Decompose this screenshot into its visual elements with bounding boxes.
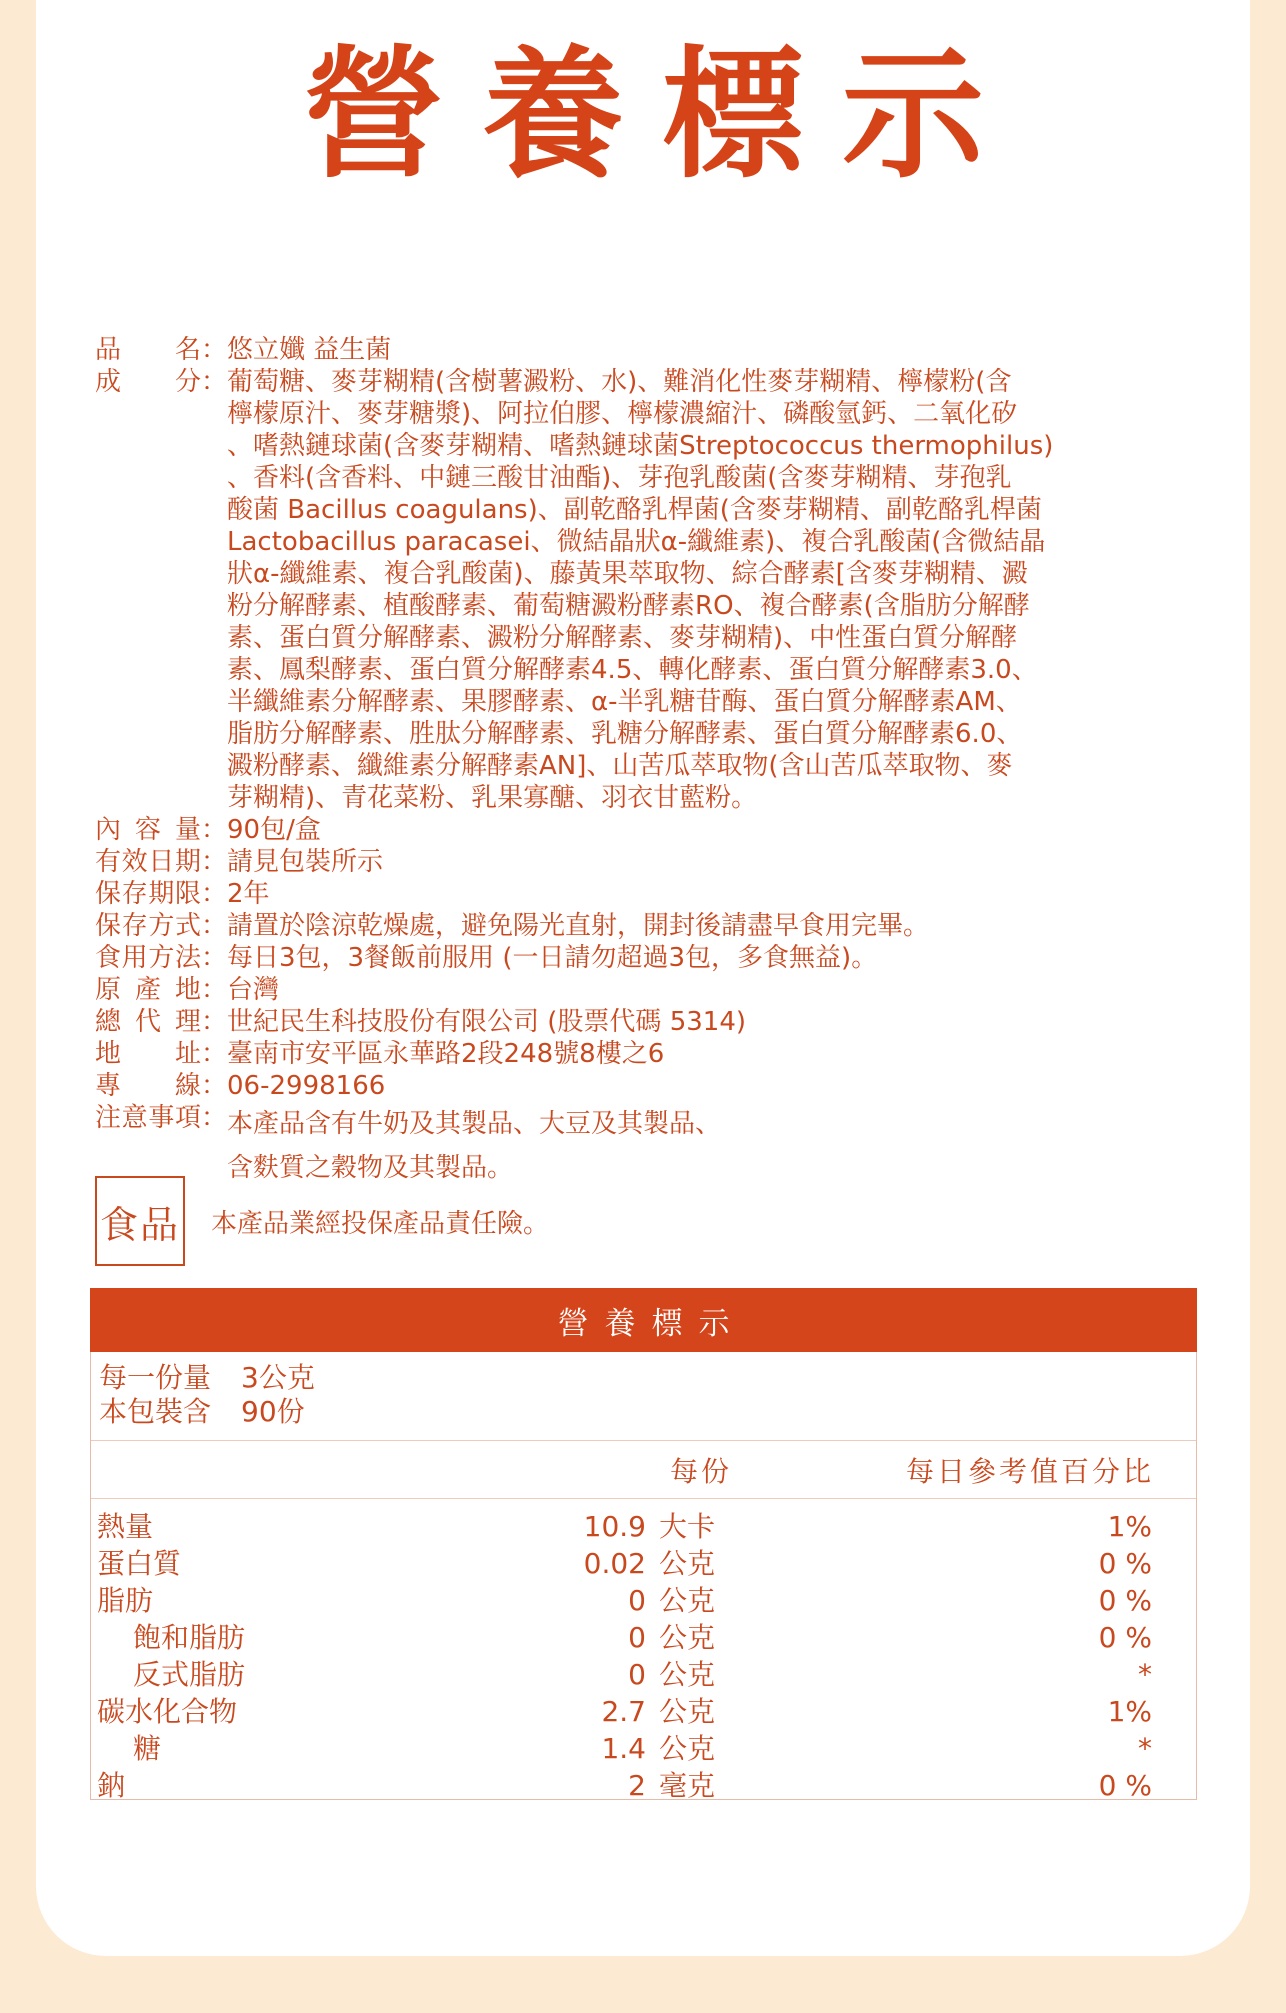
field-label: 原產地 [95,975,201,1005]
field-value: 請置於陰涼乾燥處，避免陽光直射，開封後請盡早食用完畢。 [227,911,930,941]
serving-size-row [99,1361,1196,1395]
info-row-product-name [95,334,1125,366]
field-colon: ： [201,1103,228,1133]
field-label: 保存方式 [95,911,201,941]
field-colon: ： [201,1039,228,1069]
nutrient-name: 反式脂肪 [133,1658,246,1691]
servings-per-pack-row [99,1395,1196,1429]
nutrient-daily-value: 0 % [1098,1621,1152,1654]
daily-value-header: 每日參考值百分比 [905,1454,1154,1488]
field-value: 臺南市安平區永華路2段248號8樓之6 [227,1039,665,1069]
field-value: 世紀民生科技股份有限公司 (股票代碼 5314) [227,1007,747,1037]
nutrient-name: 熱量 [97,1510,154,1543]
field-colon: ： [201,1071,228,1101]
field-label: 內容量 [95,815,201,845]
ingredients-line: 檸檬原汁、麥芽糖漿)、阿拉伯膠、檸檬濃縮汁、磷酸氫鈣、二氧化矽 [227,399,1018,429]
ingredients-line: 酸菌 Bacillus coagulans)、副乾酪乳桿菌(含麥芽糊精、副乾酪乳桿菌 [227,495,1042,525]
field-label: 品名 [95,335,201,365]
info-row-origin [95,974,1125,1006]
field-label: 成分 [95,367,201,397]
nutrition-header-row [91,1441,1196,1498]
ingredients-line: 、香料(含香料、中鏈三酸甘油酯)、芽孢乳酸菌(含麥芽糊精、芽孢乳 [227,463,1012,493]
nutrient-amount: 2.7 [601,1695,646,1728]
servings-label: 本包裝含 [99,1395,212,1428]
nutrition-table-body [90,1352,1197,1800]
nutrition-row-protein [91,1545,1196,1582]
field-label: 地址 [95,1039,201,1069]
servings-value: 90份 [241,1395,305,1428]
nutrient-daily-value: 1% [1107,1510,1152,1543]
nutrition-row-sugar [91,1730,1196,1767]
field-label: 食用方法 [95,943,201,973]
nutrient-name: 飽和脂肪 [133,1621,246,1654]
nutrition-row-carbohydrate [91,1693,1196,1730]
field-value: 2年 [227,879,270,909]
nutrient-unit: 大卡 [659,1510,716,1543]
field-value: 90包/盒 [227,815,321,845]
field-colon: ： [201,815,228,845]
field-colon: ： [201,335,228,365]
nutrition-row-trans-fat [91,1656,1196,1693]
nutrient-daily-value: 0 % [1098,1769,1152,1802]
nutrient-unit: 公克 [659,1547,716,1580]
ingredients-line: 素、鳳梨酵素、蛋白質分解酵素4.5、轉化酵素、蛋白質分解酵素3.0、 [227,655,1038,685]
field-value: 每日3包，3餐飯前服用 (一日請勿超過3包，多食無益)。 [227,943,878,973]
ingredients-line: 粉分解酵素、植酸酵素、葡萄糖澱粉酵素RO、複合酵素(含脂肪分解酵 [227,591,1030,621]
ingredients-line: 半纖維素分解酵素、果膠酵素、α-半乳糖苷酶、蛋白質分解酵素AM、 [227,687,1022,717]
nutrient-amount: 10.9 [583,1510,646,1543]
nutrient-name: 鈉 [97,1769,126,1802]
nutrient-unit: 公克 [659,1621,716,1654]
nutrition-table-banner: 營養標示 [90,1288,1197,1352]
info-row-expiry-date [95,846,1125,878]
field-label: 專線 [95,1071,201,1101]
info-row-shelf-life [95,878,1125,910]
nutrition-row-sodium [91,1767,1196,1804]
field-colon: ： [201,1007,228,1037]
nutrient-name: 碳水化合物 [97,1695,238,1728]
nutrient-amount: 0 [628,1584,646,1617]
info-row-storage [95,910,1125,942]
field-value: 悠立孅 益生菌 [227,335,392,365]
nutrient-unit: 公克 [659,1584,716,1617]
info-row-net-content [95,814,1125,846]
food-badge: 食品 [95,1176,185,1266]
nutrient-name: 脂肪 [97,1584,154,1617]
field-colon: ： [201,943,228,973]
info-row-address [95,1038,1125,1070]
field-value: 06-2998166 [227,1071,386,1101]
ingredients-line: 葡萄糖、麥芽糊精(含樹薯澱粉、水)、難消化性麥芽糊精、檸檬粉(含 [227,367,1012,397]
serving-size-label: 每一份量 [99,1361,212,1394]
field-value: 請見包裝所示 [227,847,384,877]
info-row-hotline [95,1070,1125,1102]
ingredients-line: 狀α-纖維素、複合乳酸菌)、藤黃果萃取物、綜合酵素[含麥芽糊精、澱 [227,559,1028,589]
nutrient-daily-value: * [1138,1658,1152,1691]
info-row-distributor [95,1006,1125,1038]
food-insurance-row [95,1176,1125,1266]
info-row-usage [95,942,1125,974]
serving-info [91,1352,1196,1429]
nutrient-daily-value: 0 % [1098,1584,1152,1617]
ingredients-line: 素、蛋白質分解酵素、澱粉分解酵素、麥芽糊精)、中性蛋白質分解酵 [227,623,1018,653]
nutrition-rows [91,1499,1196,1804]
info-row-ingredients [95,366,1125,814]
ingredients-block [227,366,1125,814]
field-label: 總代理 [95,1007,201,1037]
field-label: 注意事項 [95,1103,201,1133]
nutrient-unit: 公克 [659,1695,716,1728]
field-label: 有效日期 [95,847,201,877]
nutrient-daily-value: 0 % [1098,1547,1152,1580]
field-colon: ： [201,367,228,397]
allergen-line: 含麩質之穀物及其製品。 [227,1153,514,1183]
ingredients-line: 脂肪分解酵素、胜肽分解酵素、乳糖分解酵素、蛋白質分解酵素6.0、 [227,719,1023,749]
nutrition-row-calories [91,1508,1196,1545]
nutrient-amount: 2 [628,1769,646,1802]
nutrition-row-saturated-fat [91,1619,1196,1656]
ingredients-line: 澱粉酵素、纖維素分解酵素AN]、山苦瓜萃取物(含山苦瓜萃取物、麥 [227,751,1013,781]
field-colon: ： [201,911,228,941]
ingredients-line: Lactobacillus paracasei、微結晶狀α-纖維素)、複合乳酸菌(含微結晶 [227,527,1046,557]
nutrient-daily-value: * [1138,1732,1152,1765]
field-label: 保存期限 [95,879,201,909]
page-title: 營養標示 [302,32,1022,198]
product-info [95,334,1125,1190]
nutrient-unit: 公克 [659,1732,716,1765]
ingredients-line: 、嗜熱鏈球菌(含麥芽糊精、嗜熱鏈球菌Streptococcus thermophilus) [227,431,1054,461]
nutrient-name: 糖 [133,1732,162,1765]
nutrient-amount: 0 [628,1621,646,1654]
ingredients-line: 芽糊精)、青花菜粉、乳果寡醣、羽衣甘藍粉。 [227,783,758,813]
nutrient-amount: 0 [628,1658,646,1691]
nutrient-amount: 0.02 [583,1547,646,1580]
per-serving-header: 每份 [669,1454,732,1488]
field-value: 台灣 [227,975,280,1005]
serving-size-value: 3公克 [241,1361,315,1394]
field-colon: ： [201,847,228,877]
nutrient-unit: 公克 [659,1658,716,1691]
nutrient-unit: 毫克 [659,1769,716,1802]
insurance-note: 本產品業經投保產品責任險。 [211,1208,550,1239]
field-colon: ： [201,879,228,909]
nutrient-amount: 1.4 [601,1732,646,1765]
nutrient-name: 蛋白質 [97,1547,182,1580]
nutrient-daily-value: 1% [1107,1695,1152,1728]
nutrition-row-fat [91,1582,1196,1619]
field-colon: ： [201,975,228,1005]
allergen-line: 本產品含有牛奶及其製品、大豆及其製品、 [227,1109,722,1139]
nutrition-facts-table [90,1288,1197,1800]
